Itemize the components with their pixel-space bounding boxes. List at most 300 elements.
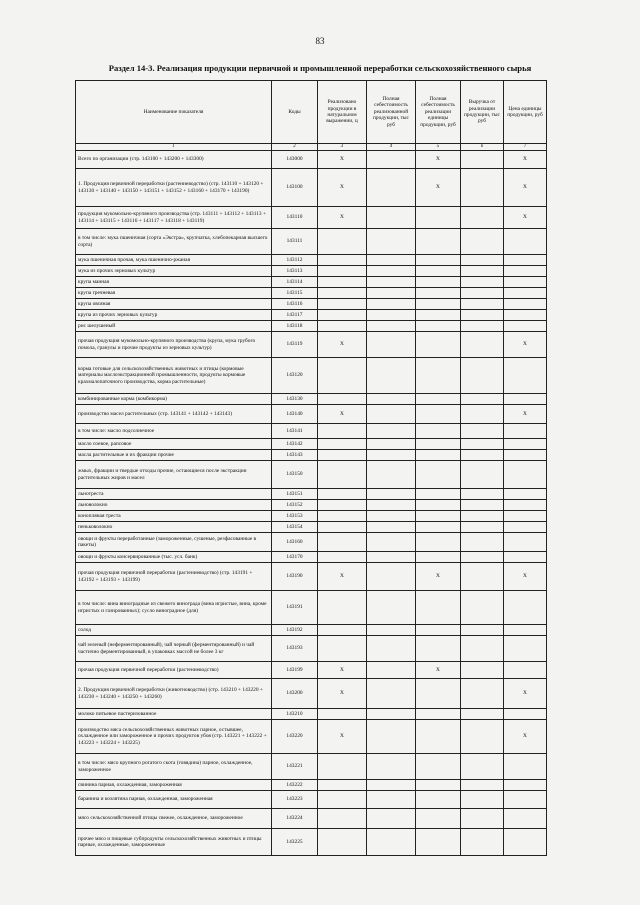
value-cell — [504, 625, 547, 636]
value-cell — [416, 450, 461, 461]
indicator-name: прочая продукция первичной переработки (растениеводство) — [76, 662, 272, 679]
value-cell — [461, 424, 504, 439]
value-cell — [461, 299, 504, 310]
indicator-name: крупа гречневая — [76, 288, 272, 299]
indicator-name: баранина и козлятина парная, охлажденная, замороженная — [76, 791, 272, 809]
column-number: 4 — [367, 144, 416, 151]
table-row — [76, 591, 547, 625]
value-cell — [461, 394, 504, 405]
value-cell — [461, 255, 504, 266]
row-code: 143151 — [272, 489, 318, 500]
value-cell: X — [504, 679, 547, 709]
indicator-name: корма готовые для сельскохозяйственных животных и птицы (кормовые материалы маслоэкстракционной промышленности, продукты кормовые крахмалопаточного производства, корма растительные) — [76, 358, 272, 394]
table-row — [76, 636, 547, 662]
table-row — [76, 461, 547, 489]
column-header: Выручка от реализации продукции, тыс руб — [461, 81, 504, 144]
value-cell — [461, 169, 504, 207]
value-cell — [318, 489, 367, 500]
table-row — [76, 780, 547, 791]
row-code: 143115 — [272, 288, 318, 299]
value-cell — [367, 500, 416, 511]
value-cell — [367, 405, 416, 424]
value-cell — [461, 405, 504, 424]
value-cell — [504, 780, 547, 791]
column-header: Полная себестоимость реализации единицы продукции, руб — [416, 81, 461, 144]
value-cell — [461, 266, 504, 277]
value-cell — [416, 809, 461, 829]
table-row — [76, 500, 547, 511]
value-cell — [367, 552, 416, 563]
value-cell — [461, 709, 504, 720]
value-cell — [416, 780, 461, 791]
row-code: 143200 — [272, 679, 318, 709]
value-cell — [416, 299, 461, 310]
value-cell — [416, 552, 461, 563]
column-number: 6 — [461, 144, 504, 151]
row-code: 143154 — [272, 522, 318, 533]
row-code: 143222 — [272, 780, 318, 791]
value-cell — [504, 255, 547, 266]
table-row — [76, 229, 547, 255]
value-cell — [461, 511, 504, 522]
table-row — [76, 662, 547, 679]
table-row — [76, 552, 547, 563]
indicator-name: свинина парная, охлажденная, замороженная — [76, 780, 272, 791]
header-row — [76, 81, 547, 144]
table-row — [76, 563, 547, 591]
value-cell — [504, 662, 547, 679]
value-cell — [318, 255, 367, 266]
indicator-name: в том числе: масло подсолнечное — [76, 424, 272, 439]
value-cell — [416, 709, 461, 720]
table-row — [76, 511, 547, 522]
value-cell — [367, 829, 416, 856]
row-code: 143140 — [272, 405, 318, 424]
value-cell — [367, 679, 416, 709]
row-code: 143220 — [272, 720, 318, 754]
indicator-name: комбинированные корма (комбикорма) — [76, 394, 272, 405]
value-cell: X — [318, 332, 367, 358]
value-cell — [416, 636, 461, 662]
value-cell — [367, 533, 416, 552]
row-code: 143221 — [272, 754, 318, 780]
row-code: 143199 — [272, 662, 318, 679]
table-row — [76, 679, 547, 709]
table-row — [76, 489, 547, 500]
value-cell — [367, 625, 416, 636]
value-cell — [416, 439, 461, 450]
value-cell: X — [318, 207, 367, 229]
value-cell — [416, 424, 461, 439]
row-code: 143111 — [272, 229, 318, 255]
column-number: 2 — [272, 144, 318, 151]
section-title: Раздел 14-3. Реализация продукции первичной и промышленной переработки сельскохозяйственного сырья — [108, 63, 532, 73]
value-cell — [367, 591, 416, 625]
indicator-name: 2. Продукция первичной переработки (животноводство) (стр. 143210 + 143220 + 143230 + 143240 + 143250 + 143260) — [76, 679, 272, 709]
indicator-name: 1. Продукция первичной переработки (растениеводство) (стр. 143110 + 143120 + 143130 + 143140 + 143150 + 143151 + 143152 + 143160 + 143170 + 143190) — [76, 169, 272, 207]
value-cell — [318, 511, 367, 522]
column-number: 7 — [504, 144, 547, 151]
value-cell — [504, 522, 547, 533]
value-cell — [504, 489, 547, 500]
value-cell: X — [416, 563, 461, 591]
value-cell — [318, 299, 367, 310]
value-cell — [461, 829, 504, 856]
column-header: Наименование показателя — [76, 81, 272, 144]
row-code: 143130 — [272, 394, 318, 405]
indicator-name: рис шелушеный — [76, 321, 272, 332]
row-code: 143116 — [272, 299, 318, 310]
value-cell — [504, 461, 547, 489]
value-cell — [416, 266, 461, 277]
row-code: 143192 — [272, 625, 318, 636]
value-cell — [461, 720, 504, 754]
table-row — [76, 405, 547, 424]
value-cell — [318, 754, 367, 780]
value-cell — [504, 310, 547, 321]
value-cell — [318, 450, 367, 461]
value-cell — [461, 489, 504, 500]
value-cell — [416, 522, 461, 533]
value-cell: X — [318, 563, 367, 591]
value-cell — [367, 439, 416, 450]
value-cell: X — [504, 405, 547, 424]
value-cell — [416, 358, 461, 394]
value-cell — [318, 636, 367, 662]
value-cell — [367, 299, 416, 310]
table-row — [76, 424, 547, 439]
value-cell — [504, 636, 547, 662]
row-code: 143153 — [272, 511, 318, 522]
indicator-name: крупа овсяная — [76, 299, 272, 310]
column-header: Коды — [272, 81, 318, 144]
value-cell — [504, 500, 547, 511]
table-row — [76, 809, 547, 829]
row-code: 143112 — [272, 255, 318, 266]
value-cell — [318, 288, 367, 299]
value-cell — [504, 394, 547, 405]
column-header: Цена единицы продукции, руб — [504, 81, 547, 144]
value-cell — [367, 277, 416, 288]
indicator-name: молоко питьевое пастеризованное — [76, 709, 272, 720]
indicator-name: льнотреста — [76, 489, 272, 500]
value-cell — [461, 500, 504, 511]
value-cell: X — [318, 679, 367, 709]
row-code: 143160 — [272, 533, 318, 552]
value-cell: X — [504, 563, 547, 591]
indicator-name: производство масел растительных (стр. 143141 + 143142 + 143143) — [76, 405, 272, 424]
value-cell — [461, 591, 504, 625]
value-cell — [367, 809, 416, 829]
indicator-name: производство мяса сельскохозяйственных животных парное, остывшее, охлажденное или замороженное и прочих продуктов убоя (стр. 143221 + 143222 + 143223 + 143224 + 143225) — [76, 720, 272, 754]
value-cell — [318, 809, 367, 829]
value-cell — [318, 229, 367, 255]
value-cell — [367, 720, 416, 754]
value-cell — [318, 266, 367, 277]
value-cell — [367, 266, 416, 277]
value-cell — [416, 255, 461, 266]
value-cell — [504, 299, 547, 310]
table-row — [76, 625, 547, 636]
indicator-name: крупа манная — [76, 277, 272, 288]
row-code: 143143 — [272, 450, 318, 461]
value-cell — [461, 229, 504, 255]
value-cell — [504, 229, 547, 255]
value-cell — [367, 255, 416, 266]
value-cell — [461, 450, 504, 461]
indicator-name: прочая продукция мукомольно-крупяного производства (крупа, мука грубого помола, гранулы и прочие продукты из зерновых культур) — [76, 332, 272, 358]
value-cell — [461, 207, 504, 229]
value-cell — [504, 809, 547, 829]
value-cell — [504, 288, 547, 299]
value-cell: X — [504, 207, 547, 229]
value-cell — [318, 709, 367, 720]
value-cell — [318, 829, 367, 856]
indicator-name: солод — [76, 625, 272, 636]
table-row — [76, 332, 547, 358]
row-code: 143118 — [272, 321, 318, 332]
table-row — [76, 754, 547, 780]
column-header: Реализовано продукции в натуральном выражении, ц — [318, 81, 367, 144]
indicator-name: прочая продукция первичной переработки (растениеводство) (стр. 143191 + 143192 + 143193 + 143199) — [76, 563, 272, 591]
row-code: 143114 — [272, 277, 318, 288]
indicator-name: овощи и фрукты переработанные (замороженные, сушеные, резфасованные в пакеты) — [76, 533, 272, 552]
value-cell — [367, 288, 416, 299]
value-cell — [416, 229, 461, 255]
value-cell — [367, 450, 416, 461]
value-cell — [367, 151, 416, 169]
value-cell — [416, 332, 461, 358]
table-row — [76, 321, 547, 332]
value-cell — [318, 424, 367, 439]
value-cell: X — [318, 151, 367, 169]
value-cell — [461, 552, 504, 563]
value-cell — [318, 591, 367, 625]
value-cell — [367, 394, 416, 405]
indicator-name: конопляная треста — [76, 511, 272, 522]
value-cell: X — [318, 720, 367, 754]
value-cell — [461, 277, 504, 288]
value-cell — [461, 754, 504, 780]
value-cell — [318, 500, 367, 511]
row-code: 143190 — [272, 563, 318, 591]
value-cell — [367, 780, 416, 791]
value-cell — [461, 809, 504, 829]
value-cell — [504, 424, 547, 439]
indicator-name: мясо сельскохозяйственной птицы свежее, охлажденное, замороженное — [76, 809, 272, 829]
table-body — [76, 151, 547, 856]
table-row — [76, 266, 547, 277]
row-code: 143223 — [272, 791, 318, 809]
value-cell — [416, 321, 461, 332]
value-cell — [504, 533, 547, 552]
value-cell: X — [504, 169, 547, 207]
indicator-name: мука пшеничная прочая, мука пшенично-ржаная — [76, 255, 272, 266]
row-code: 143152 — [272, 500, 318, 511]
value-cell — [318, 310, 367, 321]
value-cell — [367, 791, 416, 809]
indicator-name: пеньковолокно — [76, 522, 272, 533]
value-cell — [367, 207, 416, 229]
value-cell — [318, 522, 367, 533]
row-code: 143150 — [272, 461, 318, 489]
value-cell: X — [318, 662, 367, 679]
value-cell — [504, 791, 547, 809]
table-row — [76, 255, 547, 266]
indicator-name: в том числе: мука пшеничная (сорта «Экстра», крупчатка, хлебопекарная высшего сорта) — [76, 229, 272, 255]
row-code: 143117 — [272, 310, 318, 321]
value-cell — [367, 636, 416, 662]
value-cell — [461, 439, 504, 450]
value-cell — [461, 533, 504, 552]
table-row — [76, 299, 547, 310]
indicator-name: льноволокно — [76, 500, 272, 511]
table-row — [76, 169, 547, 207]
value-cell — [416, 207, 461, 229]
table-row — [76, 358, 547, 394]
value-cell — [461, 662, 504, 679]
value-cell — [367, 754, 416, 780]
table-row — [76, 829, 547, 856]
value-cell — [504, 552, 547, 563]
row-code: 143170 — [272, 552, 318, 563]
indicator-name: жмых, фракции и твердые отходы прочие, остающиеся после экстракции растительных жиров и масел — [76, 461, 272, 489]
value-cell — [504, 450, 547, 461]
value-cell — [461, 151, 504, 169]
value-cell — [318, 780, 367, 791]
table-row — [76, 450, 547, 461]
indicator-name: Всего по организации (стр. 143100 + 143200 + 143300) — [76, 151, 272, 169]
value-cell — [416, 791, 461, 809]
value-cell — [416, 679, 461, 709]
value-cell — [416, 277, 461, 288]
value-cell: X — [416, 662, 461, 679]
value-cell — [416, 405, 461, 424]
value-cell — [318, 321, 367, 332]
table-row — [76, 207, 547, 229]
value-cell — [416, 500, 461, 511]
value-cell — [504, 591, 547, 625]
value-cell — [318, 277, 367, 288]
value-cell — [367, 332, 416, 358]
table-row — [76, 288, 547, 299]
row-code: 143100 — [272, 169, 318, 207]
value-cell — [461, 358, 504, 394]
value-cell — [461, 679, 504, 709]
row-code: 143193 — [272, 636, 318, 662]
table-row — [76, 394, 547, 405]
column-header: Полная себестоимость реализованной продукции, тыс руб — [367, 81, 416, 144]
value-cell — [416, 754, 461, 780]
row-code: 143224 — [272, 809, 318, 829]
value-cell — [367, 522, 416, 533]
value-cell — [416, 461, 461, 489]
value-cell — [416, 720, 461, 754]
row-code: 143119 — [272, 332, 318, 358]
value-cell — [367, 511, 416, 522]
table-row — [76, 310, 547, 321]
value-cell — [367, 229, 416, 255]
value-cell — [367, 358, 416, 394]
value-cell — [416, 511, 461, 522]
value-cell — [367, 310, 416, 321]
value-cell — [504, 829, 547, 856]
value-cell — [416, 310, 461, 321]
value-cell — [461, 780, 504, 791]
value-cell — [504, 321, 547, 332]
value-cell — [367, 662, 416, 679]
indicator-name: овощи и фрукты консервированные (тыс. усл. банк) — [76, 552, 272, 563]
value-cell — [461, 636, 504, 662]
column-number: 3 — [318, 144, 367, 151]
row-code: 143225 — [272, 829, 318, 856]
value-cell — [367, 169, 416, 207]
value-cell — [318, 533, 367, 552]
value-cell: X — [318, 169, 367, 207]
value-cell — [318, 552, 367, 563]
value-cell — [504, 266, 547, 277]
value-cell — [367, 563, 416, 591]
value-cell — [416, 394, 461, 405]
value-cell — [416, 591, 461, 625]
row-code: 143142 — [272, 439, 318, 450]
value-cell — [504, 511, 547, 522]
value-cell — [367, 424, 416, 439]
column-number-row — [76, 144, 547, 151]
value-cell — [504, 439, 547, 450]
value-cell — [504, 754, 547, 780]
value-cell — [367, 461, 416, 489]
report-table — [75, 80, 547, 856]
row-code: 143110 — [272, 207, 318, 229]
indicator-name: масло соевое, рапсовое — [76, 439, 272, 450]
value-cell: X — [416, 151, 461, 169]
value-cell — [461, 563, 504, 591]
value-cell — [461, 332, 504, 358]
value-cell — [461, 625, 504, 636]
table-row — [76, 151, 547, 169]
value-cell — [461, 522, 504, 533]
value-cell — [504, 277, 547, 288]
row-code: 143000 — [272, 151, 318, 169]
value-cell — [416, 625, 461, 636]
value-cell: X — [504, 720, 547, 754]
table-row — [76, 533, 547, 552]
row-code: 143141 — [272, 424, 318, 439]
table-row — [76, 720, 547, 754]
value-cell — [416, 533, 461, 552]
value-cell — [461, 791, 504, 809]
indicator-name: масла растительные и их фракции прочие — [76, 450, 272, 461]
value-cell — [367, 321, 416, 332]
value-cell — [504, 709, 547, 720]
value-cell — [461, 310, 504, 321]
table-row — [76, 277, 547, 288]
indicator-name: крупа из прочих зерновых культур — [76, 310, 272, 321]
indicator-name: прочее мясо и пищевые субпродукты сельскохозяйственных животных и птицы парные, охлажденные, замороженные — [76, 829, 272, 856]
value-cell — [416, 288, 461, 299]
indicator-name: в том числе: вина виноградные из свежего винограда (вина игристые, вина, кроме игристых и газированных); сусло виноградное (для) — [76, 591, 272, 625]
column-number: 1 — [76, 144, 272, 151]
row-code: 143210 — [272, 709, 318, 720]
value-cell: X — [416, 169, 461, 207]
page-number: 83 — [315, 36, 325, 46]
row-code: 143120 — [272, 358, 318, 394]
value-cell — [318, 461, 367, 489]
value-cell — [318, 625, 367, 636]
table-row — [76, 439, 547, 450]
value-cell — [461, 288, 504, 299]
